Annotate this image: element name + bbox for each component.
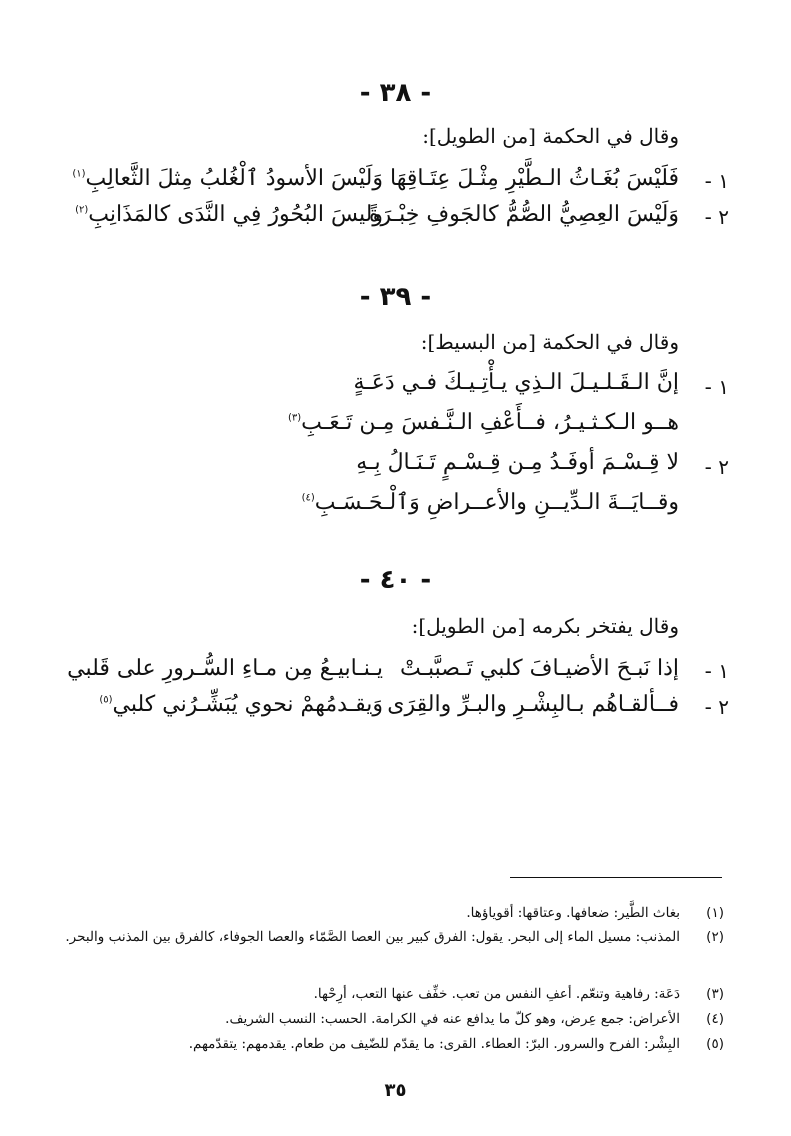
footnote-number: (٥) (706, 1036, 724, 1052)
footnote-text: المذنب: مسيل الماء إلى البحر. يقول: الفرق كبير بين العصا الصَّمّاء والعصا الجوفاء، كالفرق بين المذنب والبحر. (65, 929, 680, 945)
footnote-2 (60, 927, 724, 948)
poem-number-39: - ٣٩ - (359, 282, 432, 312)
footnote-number: (٢) (706, 929, 724, 945)
verse-first-hemistich: إنَّ الـقَـلـيـلَ الـذِي يـأْتِـيـكَ فـي دَعَـةٍ (353, 370, 679, 395)
verse-number: ١ - (704, 659, 729, 683)
poem-number-38: - ٣٨ - (359, 78, 432, 108)
footnote-number: (١) (706, 905, 724, 921)
verse-first-hemistich: فَلَيْسَ بُغَـاثُ الـطَّيْرِ مِثْـلَ عِتَـاقِهَا (390, 166, 679, 191)
verse-number: ٢ - (704, 455, 729, 479)
verse-second-hemistich: وَلَيْسَ الأسودُ ٱلْغُلبُ مِثلَ الثَّعالِبِ$^{(١)}$ (72, 166, 383, 191)
verse-first-hemistich: وَلَيْسَ العِصِيُّ الصُّمُّ كالجَوفِ خِبْـرَةً (369, 202, 679, 227)
verse-first-hemistich: إذا نَبـحَ الأضيـافَ كلبي تَـصبَّبـتْ (399, 656, 679, 681)
verse-first-hemistich: لا قِـسْـمَ أوفَـدُ مِـن قِـسْـمٍ تَـنَـالُ بِـهِ (356, 450, 679, 475)
footnote-number: (٤) (706, 1011, 724, 1027)
footnote-text: البِشْر: الفرح والسرور. البرّ: العطاء. القرى: ما يقدّم للضّيف من طعام. يقدمهم: يتقدّمهم. (188, 1036, 680, 1052)
footnote-marker: (٢) (75, 204, 89, 216)
footnote-marker: (٣) (287, 412, 302, 424)
page-number: ٣٥ (384, 1080, 407, 1101)
verse-number: ٢ - (704, 205, 729, 229)
footnote-text: الأعراض: جمع عِرض، وهو كلّ ما يدافع عنه في الكرامة. الحسب: النسب الشريف. (225, 1011, 680, 1027)
verse-number: ١ - (704, 169, 729, 193)
verse-number: ١ - (704, 375, 729, 399)
footnote-marker: (١) (72, 168, 86, 180)
verse-second-hemistich: يـنـابيـعُ مِن مـاءِ السُّـرورِ على قَلبي (67, 656, 383, 681)
footnote-text: بغاث الطَّير: ضعافها. وعتاقها: أقوياؤها. (466, 905, 680, 921)
poem-38-intro: وقال في الحكمة [من الطويل]: (422, 124, 679, 148)
footnote-text: دَعَة: رفاهية وتنعّم. أعفِ النفس من تعب. خفِّف عنها التعب، أرِحْها. (313, 986, 680, 1002)
footnote-marker: (٤) (301, 492, 315, 504)
verse-second-hemistich: وقــايَــةَ الـدِّيــنِ والأعــراضِ وَٱلْـحَـسَـبِ$^{(٤)}$ (301, 490, 679, 515)
poem-40-intro: وقال يفتخر بكرمه [من الطويل]: (411, 614, 679, 638)
poem-number-40: - ٤٠ - (359, 565, 432, 595)
verse-second-hemistich: وليسَ البُحُورُ فِي النَّدَى كالمَذَانِبِ$^{(٢)}$ (75, 202, 383, 227)
footnote-4 (60, 1009, 724, 1030)
poem-39-intro: وقال في الحكمة [من البسيط]: (420, 330, 679, 354)
verse-number: ٢ - (704, 695, 729, 719)
footnote-1 (60, 903, 724, 924)
footnote-separator (510, 877, 722, 878)
footnote-number: (٣) (706, 986, 724, 1002)
footnote-3 (60, 984, 724, 1005)
footnote-5 (60, 1034, 724, 1055)
verse-second-hemistich: وَيقـدمُهمْ نحوي يُبَشِّـرُني كلبي$^{(٥)}$ (99, 692, 383, 717)
verse-second-hemistich: هــو الـكـثـيـرُ، فــأَعْفِ الـنَّـفسَ مِـن تَـعَـبِ$^{(٣)}$ (287, 410, 679, 435)
footnote-marker: (٥) (99, 694, 113, 706)
verse-first-hemistich: فــألقـاهُم بـالبِشْـرِ والبـرِّ والقِرَى (387, 692, 679, 717)
